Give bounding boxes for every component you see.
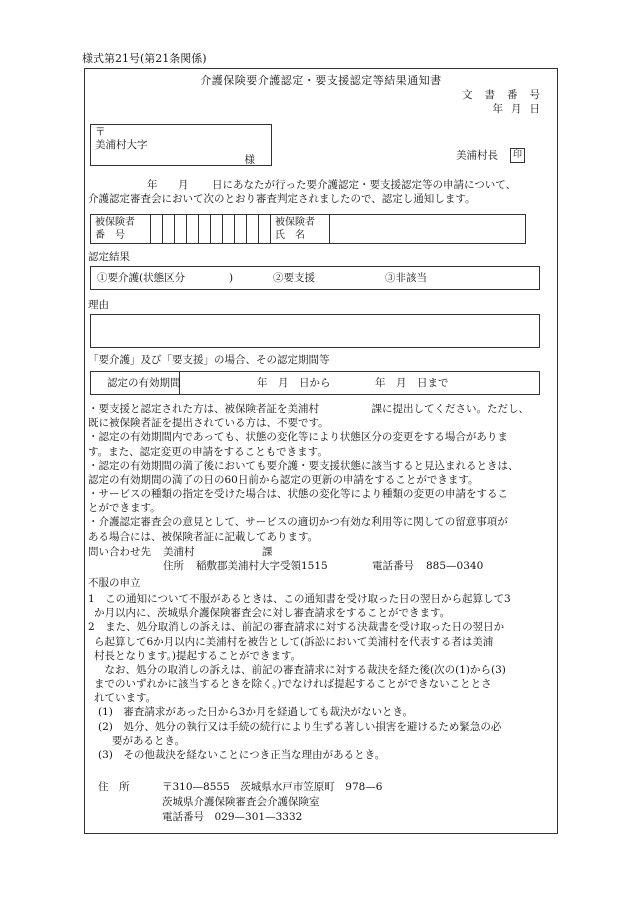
period-box: [90, 371, 540, 395]
intro-line-2: 介護認定審査会において次のとおり審査判定されましたので、認定し通知します。: [88, 193, 476, 205]
objection-line: (2) 処分、処分の執行又は手続の続行により生ずる著しい損害を避けるため緊急の必: [98, 720, 502, 733]
reason-field[interactable]: [90, 314, 540, 348]
note-line: ・サービスの種類の指定を受けた場合は、状態の変化等により種類の変更の申請をするこ: [88, 488, 508, 501]
insured-number-digit[interactable]: [211, 215, 223, 244]
period-label: 認定の有効期間: [107, 377, 181, 389]
contact-address-label: 住所: [163, 560, 184, 572]
review-office: 茨城県介護保険審査会介護保険室: [162, 796, 320, 808]
insured-table: [90, 214, 526, 244]
objection-line: れています。: [94, 692, 157, 705]
insured-number-digit[interactable]: [163, 215, 175, 244]
objection-line: 要があるとき。: [112, 734, 186, 747]
contact-phone-label: 電話番号: [372, 560, 414, 572]
insured-number-digit[interactable]: [223, 215, 235, 244]
period-to: 年 月 日まで: [375, 377, 449, 389]
issuer: [456, 148, 525, 163]
note-line: ・認定の有効期間内であっても、状態の変化等により状態区分の変更をする場合がありま: [88, 431, 508, 444]
note-line: 既に被保険者証を提出されている方は、不要です。: [88, 417, 329, 430]
objection-line: なお、処分の取消しの訴えは、前記の審査請求に対する裁決を経た後(次の(1)から(3): [94, 663, 506, 676]
period-heading: 「要介護」及び「要支援」の場合、その認定期間等: [88, 354, 330, 366]
note-line: ・認定の有効期間の満了後においても要介護・要支援状態に該当すると見込まれるときは、: [88, 459, 519, 472]
insured-name-field[interactable]: [330, 215, 526, 244]
postal-mark: 〒: [95, 126, 106, 138]
note-line: とができます。: [88, 502, 161, 515]
objection-line: (3) その他裁決を経ないことにつき正当な理由があるとき。: [98, 748, 386, 761]
insured-number-digit[interactable]: [235, 215, 247, 244]
result-option-support: ②要支援: [273, 272, 315, 284]
seal-stamp: 印: [510, 148, 525, 163]
objection-block: [88, 592, 553, 762]
insured-number-digit[interactable]: [259, 215, 271, 244]
insured-number-digit[interactable]: [247, 215, 259, 244]
objection-line: (1) 審査請求があった日から3か月を経過しても裁決がないとき。: [98, 706, 414, 719]
contact-address: 稲敷郡美浦村大字受領1515: [196, 560, 328, 572]
note-line: ・介護認定審査会の意見として、サービスの適切かつ有効な利用等に関しての留意事項が: [88, 516, 508, 529]
note-line: 認定の有効期間の満了の日の60日前から認定の更新の申請をすることができます。: [88, 473, 479, 486]
contact-dept: 課: [262, 546, 273, 558]
intro-line-1: 日にあなたが行った要介護認定・要支援認定等の申請について、: [212, 179, 517, 191]
document-title: 介護保険要介護認定・要支援認定等結果通知書: [200, 74, 442, 87]
intro-month: 月: [178, 179, 189, 191]
reason-heading: 理由: [88, 299, 109, 311]
insured-number-digit[interactable]: [151, 215, 163, 244]
form-number-label: 様式第21号(第21条関係): [82, 52, 207, 65]
objection-heading: 不服の申立: [88, 577, 141, 589]
result-heading: 認定結果: [88, 251, 130, 263]
note-line: ・要支援と認定された方は、被保険者証を美浦村 課に提出してください。ただし、: [88, 403, 529, 415]
objection-line: ら起算して6か月以内に美浦村を被告として(訴訟において美浦村を代表する者は美浦: [94, 635, 494, 648]
contact-phone: 885—0340: [426, 560, 484, 572]
contact-label: 問い合わせ先: [88, 546, 151, 558]
result-box: [90, 266, 540, 290]
review-address-label: 住 所: [98, 781, 130, 793]
insured-name-label: 被保険者 氏 名: [271, 215, 330, 244]
recipient-address: 美浦村大字: [95, 139, 148, 151]
insured-number-digit[interactable]: [175, 215, 187, 244]
note-line: す。また、認定変更の申請をすることもできます。: [88, 445, 328, 458]
note-line: ある場合には、被保険者証に記載してあります。: [88, 530, 319, 543]
review-phone: 電話番号 029—301—3332: [162, 811, 303, 823]
objection-line: までのいずれかに該当するときを除く。)でなければ提起することができないこととさ: [94, 678, 492, 691]
result-option-care: ①要介護(状態区分: [97, 272, 186, 284]
result-option-care-close: ): [229, 272, 234, 284]
recipient-honorific: 様: [244, 154, 255, 166]
insured-number-label: 被保険者 番 号: [91, 215, 151, 244]
document-number-label: 文書番号: [462, 89, 552, 101]
notes-block: [88, 402, 553, 544]
issuer-name: 美浦村長: [456, 149, 498, 162]
document-date-label: 年月日: [492, 103, 548, 116]
result-option-none: ③非該当: [385, 272, 427, 284]
period-from: 年 月 日から: [257, 377, 331, 389]
objection-line: 2 また、処分取消しの訴えは、前記の審査請求に対する決裁書を受け取った日の翌日か: [88, 621, 505, 634]
recipient-address-box: [90, 124, 272, 166]
insured-number-digit[interactable]: [199, 215, 211, 244]
intro-year: 年: [147, 179, 158, 191]
objection-line: か月以内に、茨城県介護保険審査会に対し審査請求をすることができます。: [94, 607, 451, 620]
review-postal-address: 〒310—8555 茨城県水戸市笠原町 978—6: [162, 781, 383, 793]
objection-line: 村長となります。)提起することができます。: [94, 649, 302, 662]
insured-number-digit[interactable]: [187, 215, 199, 244]
document-number-block: [462, 88, 552, 116]
objection-line: 1 この通知について不服があるときは、この通知書を受け取った日の翌日から起算して3: [88, 593, 511, 605]
contact-org: 美浦村: [163, 546, 195, 558]
